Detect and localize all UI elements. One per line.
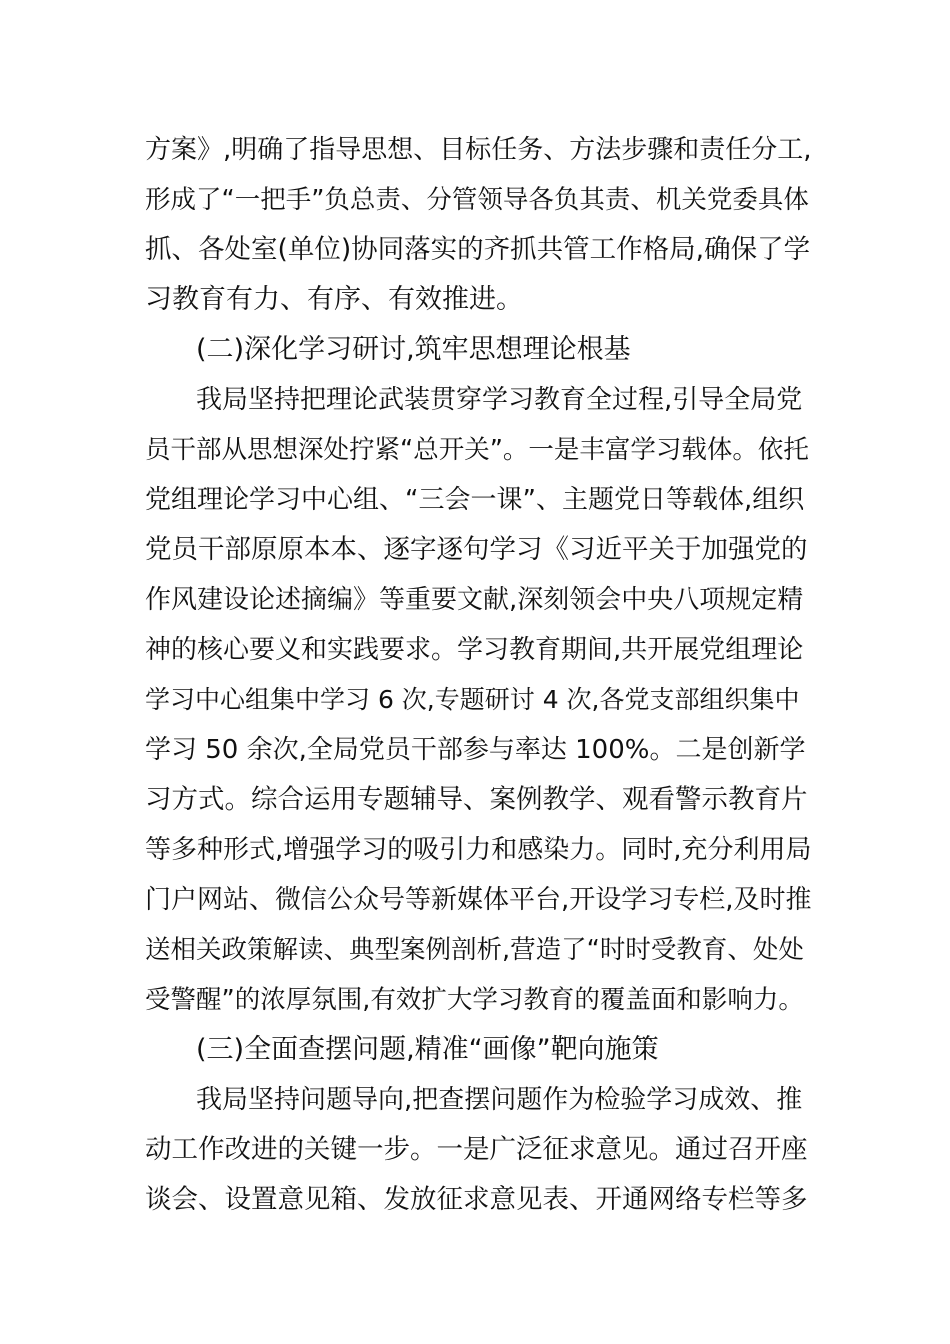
text-line: 方案》,明确了指导思想、目标任务、方法步骤和责任分工, — [145, 135, 812, 165]
text-line: 抓、各处室(单位)协同落实的齐抓共管工作格局,确保了学 — [145, 234, 811, 265]
paragraph-first-line: 我局坚持把理论武装贯穿学习教育全过程,引导全局党 — [196, 385, 803, 415]
paragraph-first-line: 我局坚持问题导向,把查摆问题作为检验学习成效、推 — [196, 1085, 803, 1115]
text-line: 作风建设论述摘编》等重要文献,深刻领会中央八项规定精 — [145, 585, 804, 615]
text-line: 员干部从思想深处拧紧“总开关”。一是丰富学习载体。依托 — [145, 435, 809, 465]
text-line: 谈会、设置意见箱、发放征求意见表、开通网络专栏等多 — [145, 1184, 808, 1215]
text-line: 学习 50 余次,全局党员干部参与率达 100%。二是创新学 — [145, 735, 806, 765]
text-line: 送相关政策解读、典型案例剖析,营造了“时时受教育、处处 — [145, 935, 804, 965]
section-heading: (三)全面查摆问题,精准“画像”靶向施策 — [196, 1034, 659, 1065]
text-line: 神的核心要义和实践要求。学习教育期间,共开展党组理论 — [145, 635, 804, 665]
text-line: 形成了“一把手”负总责、分管领导各负其责、机关党委具体 — [145, 185, 809, 215]
text-line: 等多种形式,增强学习的吸引力和感染力。同时,充分利用局 — [145, 835, 812, 865]
text-line: 门户网站、微信公众号等新媒体平台,开设学习专栏,及时推 — [145, 885, 812, 915]
text-line: 学习中心组集中学习 6 次,专题研讨 4 次,各党支部组织集中 — [145, 685, 800, 714]
section-heading: (二)深化学习研讨,筑牢思想理论根基 — [196, 334, 631, 365]
text-line: 习方式。综合运用专题辅导、案例教学、观看警示教育片 — [145, 784, 808, 815]
text-line: 动工作改进的关键一步。一是广泛征求意见。通过召开座 — [145, 1134, 808, 1165]
text-line: 党组理论学习中心组、“三会一课”、主题党日等载体,组织 — [145, 485, 805, 515]
text-line: 受警醒”的浓厚氛围,有效扩大学习教育的覆盖面和影响力。 — [145, 985, 804, 1015]
text-line: 习教育有力、有序、有效推进。 — [145, 284, 523, 315]
text-line: 党员干部原原本本、逐字逐句学习《习近平关于加强党的 — [145, 534, 808, 565]
